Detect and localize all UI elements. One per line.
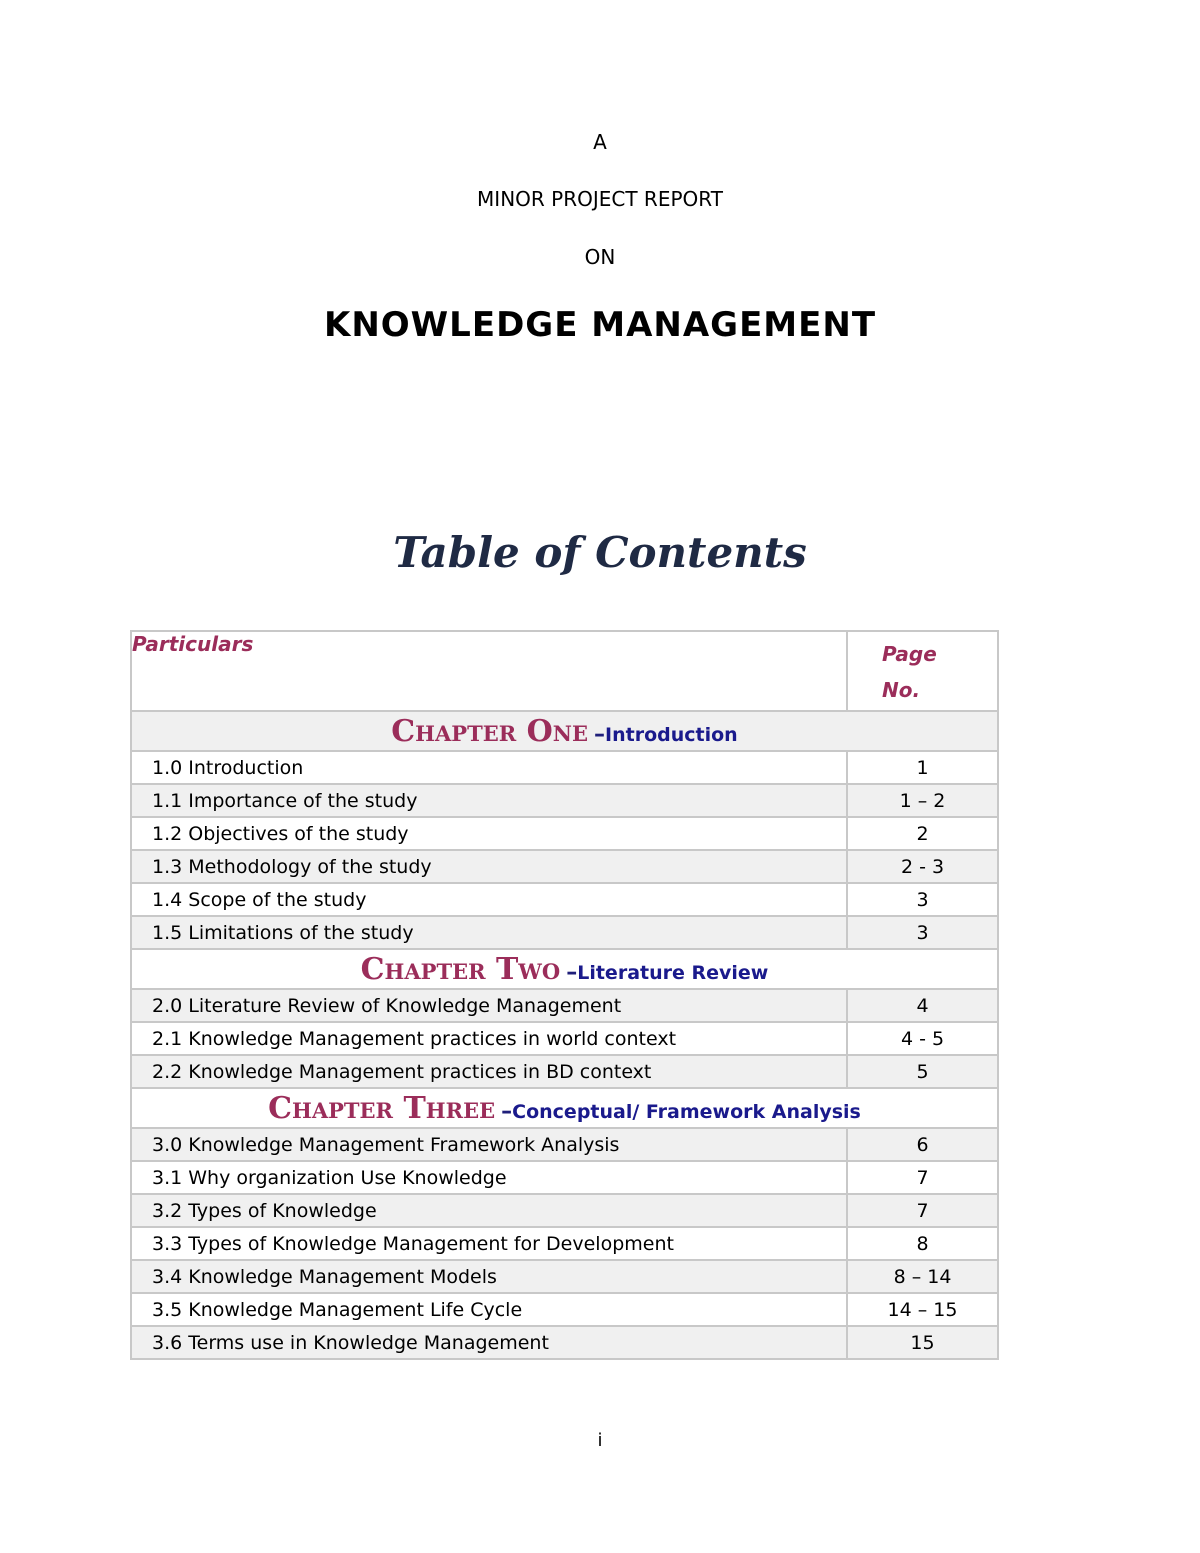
- toc-item-label: 3.3 Types of Knowledge Management for Development: [131, 1227, 847, 1260]
- toc-item-page: 8 – 14: [847, 1260, 998, 1293]
- cover-topic: KNOWLEDGE MANAGEMENT: [323, 305, 877, 345]
- chapter-heading: [131, 1088, 998, 1128]
- chapter-name: Chapter Three: [268, 1090, 496, 1126]
- chapter-row: [131, 1088, 998, 1128]
- toc-table: [130, 630, 999, 1360]
- toc-item-label: 2.1 Knowledge Management practices in world context: [131, 1022, 847, 1055]
- toc-header-row: [131, 631, 998, 711]
- toc-item-page: 6: [847, 1128, 998, 1161]
- toc-item-page: 3: [847, 916, 998, 949]
- toc-item-page: 8: [847, 1227, 998, 1260]
- toc-item-page: 4 - 5: [847, 1022, 998, 1055]
- toc-row: [131, 916, 998, 949]
- toc-item-page: 1 – 2: [847, 784, 998, 817]
- col-page-no: Page No.: [847, 631, 998, 711]
- toc-item-page: 2: [847, 817, 998, 850]
- col-particulars: Particulars: [131, 631, 847, 711]
- toc-row: [131, 1022, 998, 1055]
- chapter-dash: –: [566, 959, 578, 985]
- chapter-subtitle: Literature Review: [577, 961, 769, 984]
- toc-item-page: 7: [847, 1161, 998, 1194]
- chapter-heading: [131, 949, 998, 989]
- chapter-name: Chapter Two: [360, 951, 561, 987]
- toc-row: [131, 1161, 998, 1194]
- toc-item-label: 1.5 Limitations of the study: [131, 916, 847, 949]
- toc-item-label: 2.2 Knowledge Management practices in BD context: [131, 1055, 847, 1088]
- toc-item-label: 3.4 Knowledge Management Models: [131, 1260, 847, 1293]
- toc-item-page: 1: [847, 751, 998, 784]
- toc-item-page: 14 – 15: [847, 1293, 998, 1326]
- toc-item-label: 3.5 Knowledge Management Life Cycle: [131, 1293, 847, 1326]
- toc-row: [131, 1055, 998, 1088]
- toc-item-label: 1.4 Scope of the study: [131, 883, 847, 916]
- toc-row: [131, 1227, 998, 1260]
- toc-row: [131, 784, 998, 817]
- toc-item-label: 1.2 Objectives of the study: [131, 817, 847, 850]
- toc-item-label: 3.2 Types of Knowledge: [131, 1194, 847, 1227]
- toc-row: [131, 850, 998, 883]
- toc-item-page: 7: [847, 1194, 998, 1227]
- toc-item-label: 1.1 Importance of the study: [131, 784, 847, 817]
- toc-row: [131, 751, 998, 784]
- chapter-row: [131, 711, 998, 751]
- chapter-heading: [131, 711, 998, 751]
- toc-row: [131, 883, 998, 916]
- chapter-subtitle: Conceptual/ Framework Analysis: [512, 1100, 861, 1123]
- toc-item-page: 4: [847, 989, 998, 1022]
- page-number: i: [597, 1430, 603, 1451]
- chapter-dash: –: [501, 1098, 513, 1124]
- toc-item-label: 3.1 Why organization Use Knowledge: [131, 1161, 847, 1194]
- toc-item-page: 2 - 3: [847, 850, 998, 883]
- toc-item-page: 15: [847, 1326, 998, 1359]
- cover-on: ON: [584, 245, 616, 269]
- cover-report-type: MINOR PROJECT REPORT: [477, 187, 723, 211]
- toc-heading: Table of Contents: [393, 528, 807, 577]
- toc-item-label: 3.6 Terms use in Knowledge Management: [131, 1326, 847, 1359]
- toc-row: [131, 989, 998, 1022]
- cover-a: A: [593, 130, 607, 154]
- toc-item-page: 3: [847, 883, 998, 916]
- toc-row: [131, 1260, 998, 1293]
- toc-item-page: 5: [847, 1055, 998, 1088]
- toc-row: [131, 1293, 998, 1326]
- toc-row: [131, 1194, 998, 1227]
- chapter-row: [131, 949, 998, 989]
- chapter-name: Chapter One: [391, 713, 588, 749]
- toc-row: [131, 1326, 998, 1359]
- chapter-subtitle: Introduction: [605, 723, 738, 746]
- toc-item-label: 1.3 Methodology of the study: [131, 850, 847, 883]
- toc-item-label: 3.0 Knowledge Management Framework Analysis: [131, 1128, 847, 1161]
- toc-row: [131, 817, 998, 850]
- toc-item-label: 1.0 Introduction: [131, 751, 847, 784]
- toc-item-label: 2.0 Literature Review of Knowledge Management: [131, 989, 847, 1022]
- toc-row: [131, 1128, 998, 1161]
- chapter-dash: –: [594, 721, 606, 747]
